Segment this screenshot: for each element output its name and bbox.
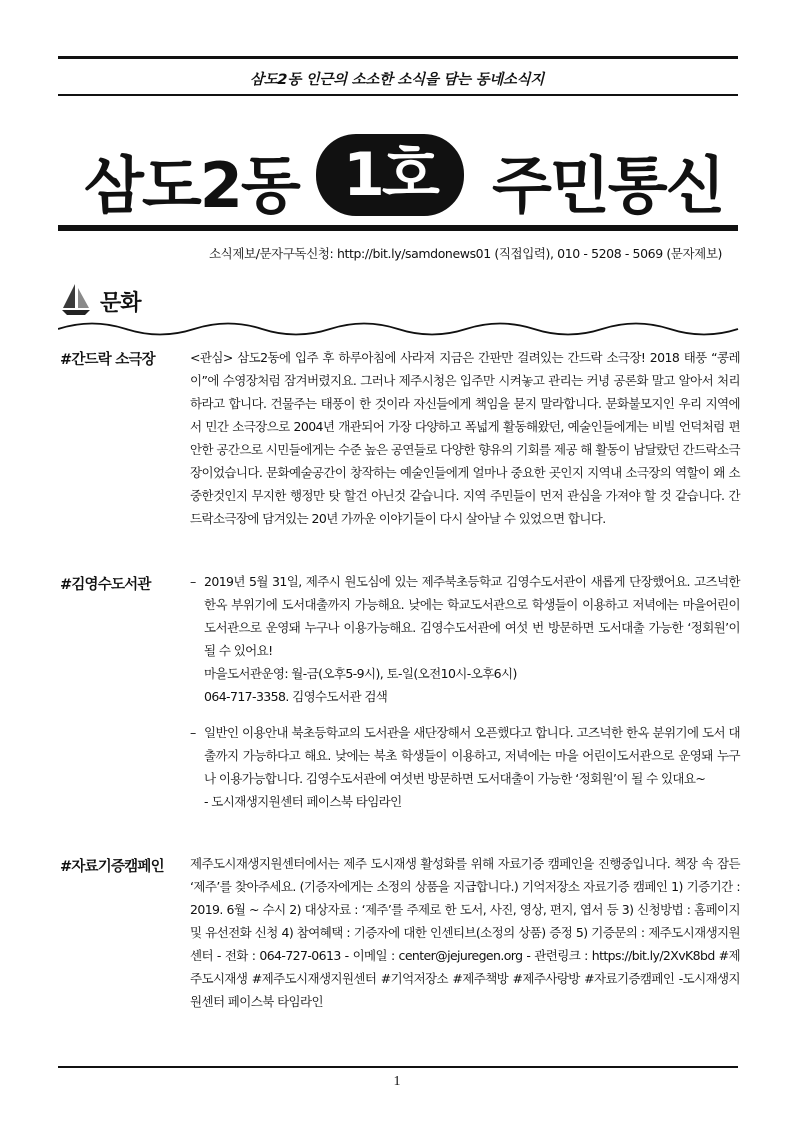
sailboat-icon (60, 282, 92, 316)
list-item (190, 570, 740, 662)
tagline-rule (58, 94, 738, 96)
library-hours: 마을도서관운영: 월-금(오후5-9시), 토-일(오전10시-오후6시) (204, 666, 517, 681)
top-rule (58, 56, 738, 59)
entry-paragraph: <관심> 삼도2동에 입주 후 하루아침에 사라져 지금은 간판만 걸려있는 간드락 소극장! 2018 태풍 “콩레이”에 수영장처럼 잠겨버렸지요. 그러나 제주시청은 입주만 시켜놓고 관리는 커녕 공론화 말고 알아서 처리 하라고 합니다. 건물주는 태풍이 한 것이라 자신들에게 책임을 묻지 말라합니다. 문화불모지인 우리 지역에서 민간 소극장으로 2004년 개관되어 가장 다양하고 폭넓게 활동해왔던, 예술인들에게는 비빌 언덕처럼 편안한 공간으로 시민들에게는 수준 높은 공연들로 다양한 향유의 기회를 제공 해 활동이 남달랐던 간드락소극장이었습니다. 문화예술공간이 창작하는 예술인들에게 얼마나 중요한 곳인지 지역내 소극장의 역할이 왜 소중한것인지 무지한 행정만 탓 할건 아닌것 같습니다. 지역 주민들이 먼저 관심을 가져야 할 것 같습니다. 간드락소극장에 담겨있는 20년 가까운 이야기들이 다시 살아날 수 있었으면 합니다. (190, 350, 740, 526)
list-item (190, 721, 740, 790)
title-left: 삼도2동 (84, 149, 299, 222)
section-title: 문화 (100, 291, 141, 316)
wave-divider (58, 318, 740, 340)
dash-marker: – (190, 574, 196, 589)
tagline: 삼도2동 인근의 소소한 소식을 담는 동네소식지 (250, 72, 544, 88)
list-item-text: 일반인 이용안내 북초등학교의 도서관을 새단장해서 오픈했다고 합니다. 고즈넉한 한옥 분위기에 도서 대출까지 가능하다고 해요. 낮에는 북초 학생들이 이용하고, 저녁에는 마을 어린이도서관으로 운영돼 누구나 이용가능합니다. 김영수도서관에 여섯번 방문하면 도서대출이 가능한 ‘정회원’이 될 수 있대요~ (204, 725, 740, 786)
entry-title: #김영수도서관 (60, 577, 151, 593)
subscribe-info: 소식제보/문자구독신청: http://bit.ly/samdonews01 (직접입력), 010 - 5208 - 5069 (문자제보) (209, 246, 722, 261)
entry-body (190, 346, 740, 530)
masthead-rule (58, 225, 738, 231)
page-number: 1 (393, 1074, 401, 1089)
entry-body (190, 852, 740, 1013)
masthead (58, 118, 738, 222)
list-item-text: 2019년 5월 31일, 제주시 원도심에 있는 제주북초등학교 김영수도서관이 새롭게 단장했어요. 고즈넉한 한옥 부위기에 도서대출까지 가능해요. 낮에는 학교도서관으로 학생들이 이용하고 저녁에는 마을어린이도서관으로 운영돼 누구나 이용가능해요. 김영수도서관에 여섯 번 방문하면 도서대출 가능한 ‘정회원’이 될 수 있어요! (204, 574, 740, 658)
dash-marker: – (190, 725, 196, 740)
entry-paragraph: 제주도시재생지원센터에서는 제주 도시재생 활성화를 위해 자료기증 캠페인을 진행중입니다. 책장 속 잠든 ‘제주’를 찾아주세요. (기증자에게는 소정의 상품을 지급합니다.) 기억저장소 자료기증 캠페인 1) 기증기간 : 2019. 6월 ~ 수시 2) 대상자료 : ‘제주’를 주제로 한 도서, 사진, 영상, 편지, 엽서 등 3) 신청방법 : 홈페이지 및 유선전화 신청 4) 참여혜택 : 기증자에 대한 인센티브(소정의 상품) 증정 5) 기증문의 : 제주도시재생지원센터 - 전화 : 064-727-0613 - 이메일 : center@jejuregen.org - 관련링크 : https://bit.ly/2XvK8bd #제주도시재생 #제주도시재생지원센터 #기억저장소 #제주책방 #제주사랑방 #자료기증캠페인 -도시재생지원센터 페이스북 타임라인 (190, 856, 740, 1009)
footer-rule (58, 1066, 738, 1068)
title-right: 주민통신 (492, 149, 724, 222)
entry-title: #간드락 소극장 (60, 352, 155, 368)
library-contact: 064-717-3358. 김영수도서관 검색 (204, 689, 388, 704)
entry-body (190, 570, 740, 813)
entry-title: #자료기증캠페인 (60, 859, 164, 875)
source-note: - 도시재생지원센터 페이스북 타임라인 (204, 794, 402, 809)
issue-badge: 1호 (316, 134, 464, 216)
